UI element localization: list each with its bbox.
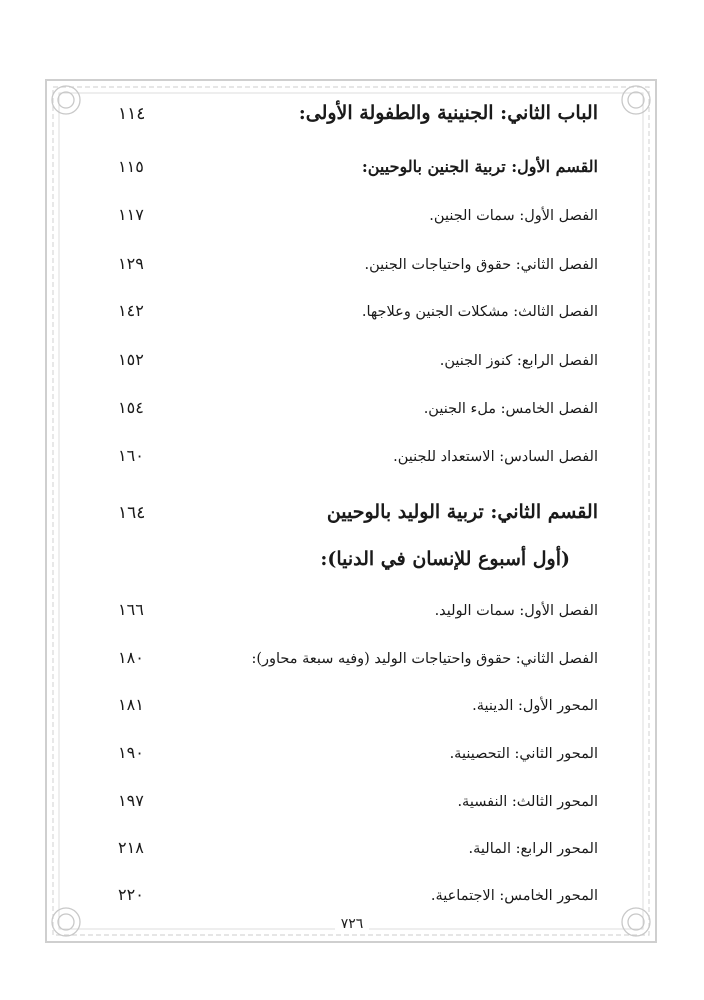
toc-entry-page: ١١٤	[118, 104, 146, 124]
toc-entry-axis	[118, 885, 598, 904]
toc-entry-title: الفصل الأول: سمات الجنين.	[429, 208, 598, 224]
toc-entry-title: المحور الثالث: النفسية.	[457, 794, 598, 810]
toc-entry-title: المحور الثاني: التحصينية.	[449, 746, 598, 762]
toc-entry-chapter	[118, 398, 598, 417]
toc-entry-page: ٢٢٠	[118, 885, 144, 904]
toc-entry-title: الفصل الرابع: كنوز الجنين.	[439, 353, 598, 369]
toc-entry-axis	[118, 838, 598, 857]
toc-entry-page: ١٩٠	[118, 743, 144, 762]
toc-entry-title: الباب الثاني: الجنينية والطفولة الأولى:	[298, 102, 598, 124]
toc-entry-page: ١٨١	[118, 695, 144, 714]
toc-entry-section-two-continued	[118, 548, 598, 570]
toc-entry-title: (أول أسبوع للإنسان في الدنيا):	[320, 548, 570, 570]
toc-entry-page: ٢١٨	[118, 838, 144, 857]
toc-entry-title: الفصل الخامس: ملء الجنين.	[423, 401, 598, 417]
toc-entry-axis	[118, 743, 598, 762]
toc-entry-chapter	[118, 205, 598, 224]
toc-entry-chapter	[118, 301, 598, 320]
toc-entry-section-two	[118, 501, 598, 523]
toc-entry-page: ١٦٦	[118, 600, 144, 619]
toc-entry-axis	[118, 791, 598, 810]
toc-entry-title: الفصل السادس: الاستعداد للجنين.	[393, 449, 598, 465]
toc-entry-page: ١٥٤	[118, 398, 144, 417]
toc-entry-page: ١١٧	[118, 205, 144, 224]
toc-entry-page: ١٩٧	[118, 791, 144, 810]
toc-entry-title: المحور الرابع: المالية.	[468, 841, 598, 857]
toc-entry-axis	[118, 695, 598, 714]
toc-entry-page: ١٥٢	[118, 350, 144, 369]
toc-entry-page: ١٢٩	[118, 254, 144, 273]
toc-entry-title: المحور الخامس: الاجتماعية.	[430, 888, 598, 904]
toc-entry-chapter	[118, 350, 598, 369]
toc-entry-title: المحور الأول: الدينية.	[472, 698, 598, 714]
toc-entry-page: ١١٥	[118, 157, 144, 176]
toc-entry-chapter	[118, 600, 598, 619]
toc-entry-title: القسم الثاني: تربية الوليد بالوحيين	[326, 501, 598, 523]
toc-entry-page: ١٨٠	[118, 648, 144, 667]
toc-entry-title: الفصل الثاني: حقوق واحتياجات الجنين.	[364, 257, 598, 273]
toc-entry-title: القسم الأول: تربية الجنين بالوحيين:	[361, 157, 598, 176]
toc-entry-page: ١٤٢	[118, 301, 144, 320]
toc-entry-chapter	[118, 446, 598, 465]
toc-entry-page: ١٦٤	[118, 503, 146, 523]
toc-entry-chapter	[118, 648, 598, 667]
page-footer	[0, 916, 704, 932]
toc-entry-page: ١٦٠	[118, 446, 144, 465]
toc-entry-title: الفصل الثالث: مشكلات الجنين وعلاجها.	[361, 304, 598, 320]
toc-entry-part-two	[118, 102, 598, 124]
toc-entry-section-one	[118, 157, 598, 176]
page-number: ٧٢٦	[335, 916, 370, 932]
toc-entry-title: الفصل الثاني: حقوق واحتياجات الوليد (وفيه سبعة محاور):	[251, 651, 598, 667]
toc-entry-title: الفصل الأول: سمات الوليد.	[434, 603, 598, 619]
toc-entry-chapter	[118, 254, 598, 273]
